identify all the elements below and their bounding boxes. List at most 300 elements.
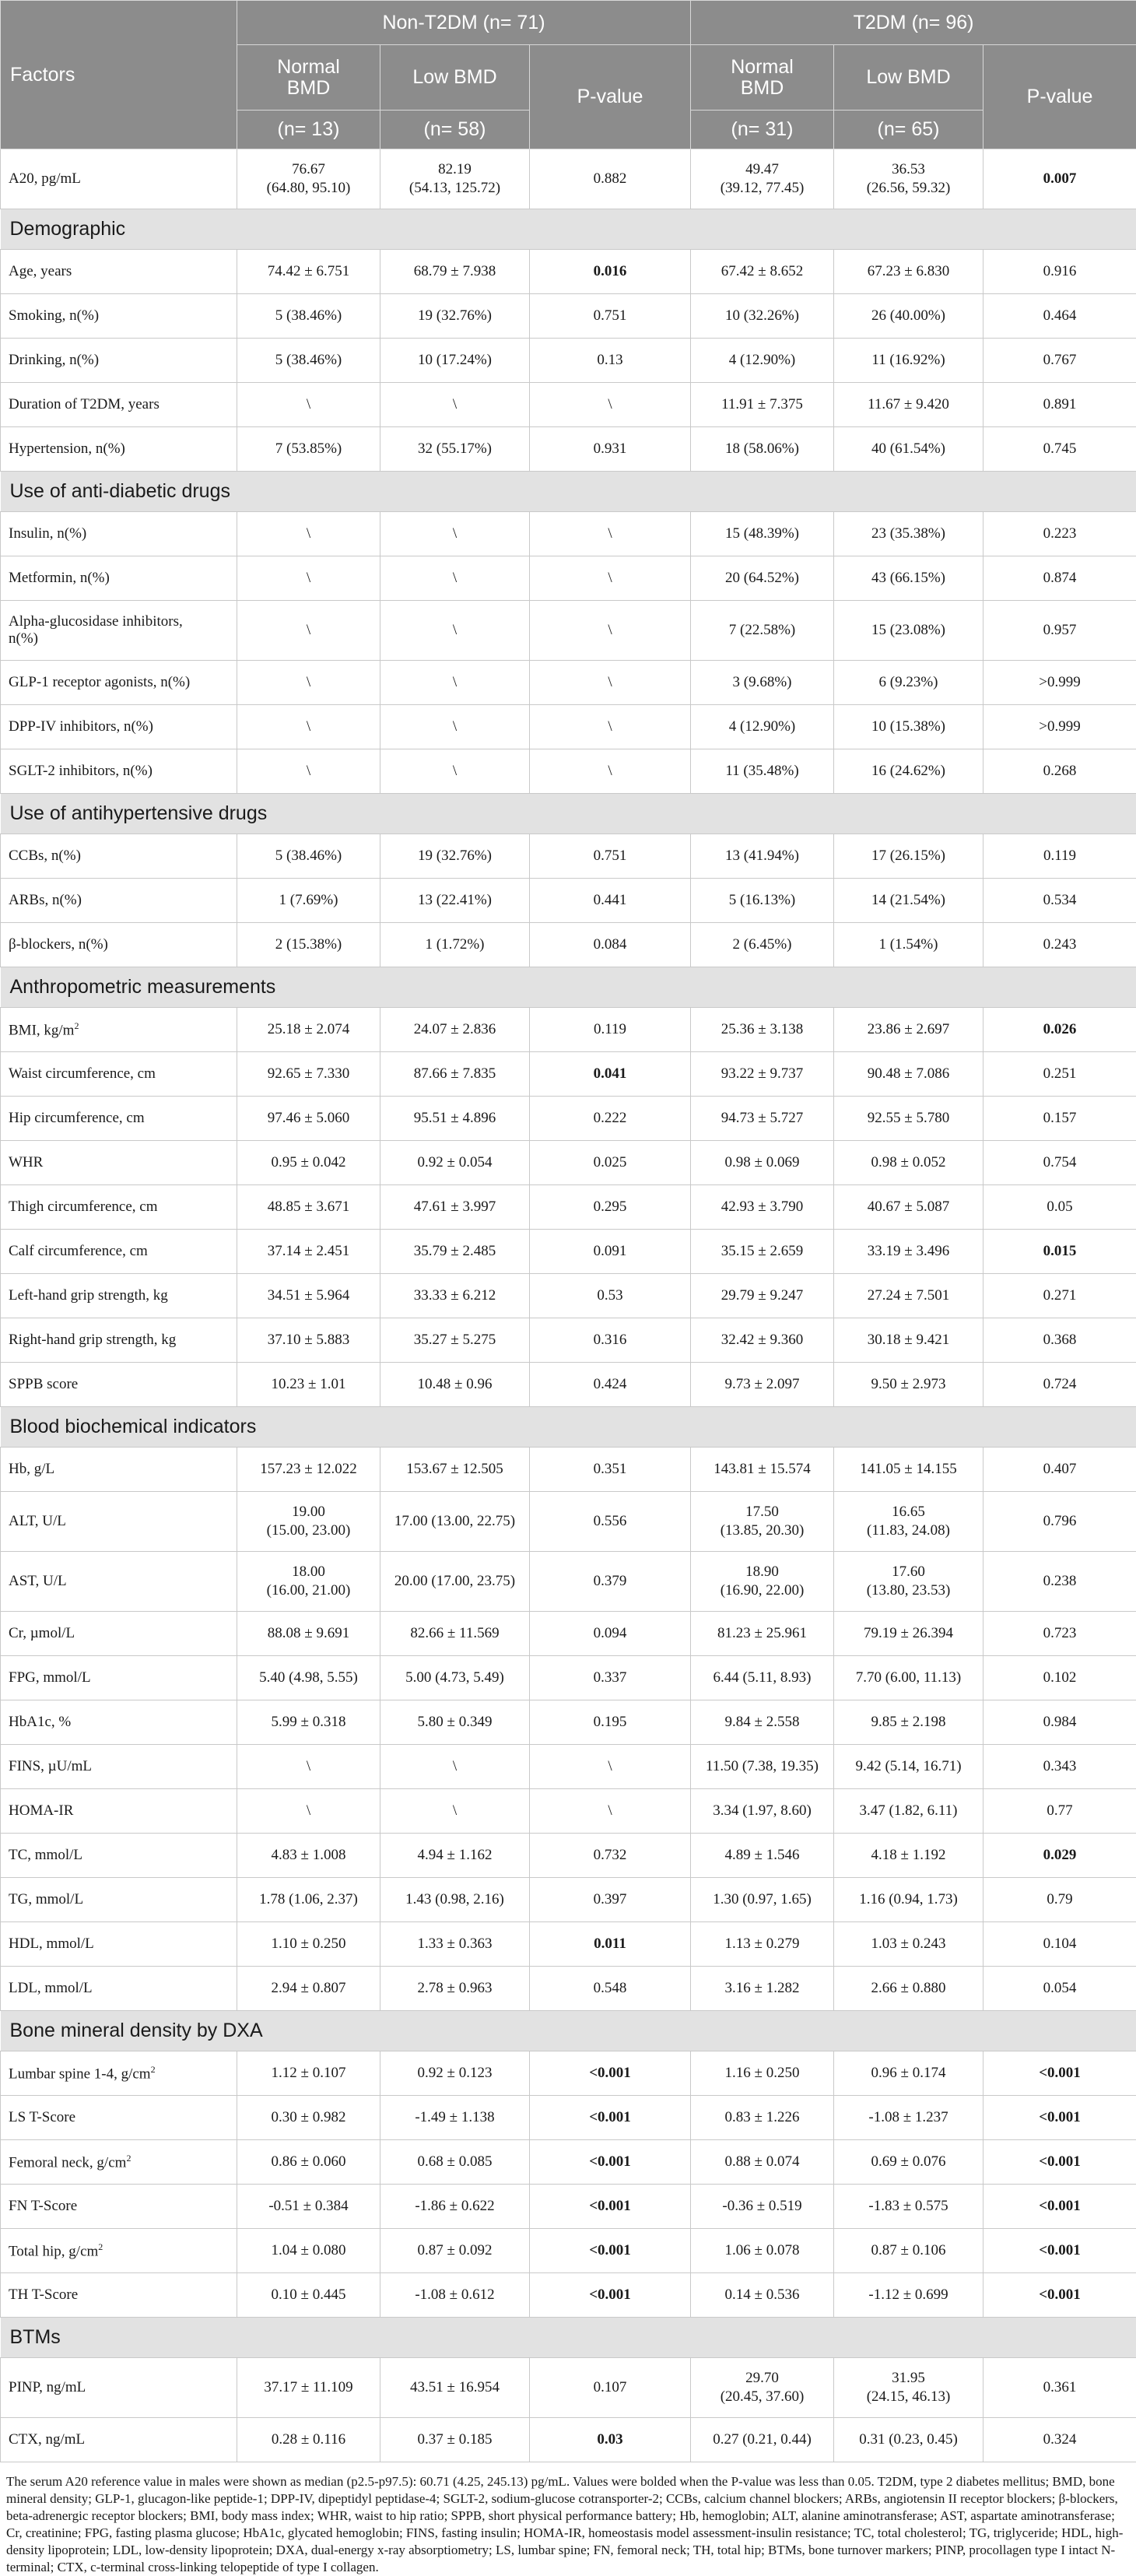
cell-text: 0.556: [594, 1513, 627, 1529]
value-cell: [691, 427, 834, 472]
p-value-cell: [530, 427, 691, 472]
cell-text: \: [608, 622, 612, 638]
p-value-cell: [530, 1656, 691, 1700]
cell-text: 95.51 ± 4.896: [414, 1110, 496, 1126]
cell-text: 0.96 ± 0.174: [871, 2065, 946, 2081]
p-value-cell: [530, 1230, 691, 1274]
cell-text: 26 (40.00%): [871, 307, 945, 324]
cell-text: 0.107: [594, 2379, 627, 2395]
cell-text: 1.30 (0.97, 1.65): [713, 1891, 812, 1907]
value-cell: [237, 1745, 380, 1789]
value-cell: [691, 2273, 834, 2318]
row-label: [1, 923, 237, 967]
p-value-cell: [983, 1834, 1136, 1878]
cell-text: 43 (66.15%): [871, 570, 945, 586]
cell-text: 5.00 (4.73, 5.49): [405, 1669, 504, 1686]
cell-text: 2.94 ± 0.807: [272, 1980, 346, 1996]
table-row: [1, 2273, 1136, 2318]
cell-text: 0.238: [1043, 1573, 1077, 1589]
cell-text: 20.00 (17.00, 23.75): [394, 1573, 515, 1589]
cell-text: \: [307, 718, 310, 735]
cell-text: 1.12 ± 0.107: [272, 2065, 346, 2081]
subcol-header: Normal BMD: [237, 45, 380, 111]
value-cell: [834, 1448, 983, 1492]
value-cell: [834, 556, 983, 601]
cell-text: \: [307, 570, 310, 586]
row-label: [1, 1052, 237, 1097]
subcol-header: Normal BMD: [691, 45, 834, 111]
cell-text: 27.24 ± 7.501: [868, 1287, 949, 1304]
row-label: [1, 1318, 237, 1363]
table-row: [1, 1097, 1136, 1141]
p-value-cell: [983, 1008, 1136, 1052]
cell-text: 0.441: [594, 892, 627, 908]
row-label-text: Hip circumference, cm: [9, 1110, 145, 1126]
cell-text: 67.42 ± 8.652: [721, 263, 803, 279]
cell-text: 4.83 ± 1.008: [272, 1847, 346, 1863]
cell-text: 88.08 ± 9.691: [268, 1625, 349, 1641]
value-cell: [237, 2140, 380, 2185]
value-cell: [691, 2185, 834, 2229]
value-cell: [691, 1097, 834, 1141]
p-value-cell: [530, 1922, 691, 1967]
value-cell: [380, 294, 530, 339]
value-cell: [691, 1274, 834, 1318]
section-header: [1, 1407, 1136, 1448]
cell-text: 17.50 (13.85, 20.30): [721, 1504, 805, 1539]
value-cell: [691, 294, 834, 339]
value-cell: [380, 2229, 530, 2273]
value-cell: [237, 1834, 380, 1878]
table-row: [1, 1363, 1136, 1407]
p-value-cell: [983, 149, 1136, 209]
p-value-cell: [983, 749, 1136, 794]
p-value-cell: [983, 250, 1136, 294]
cell-text: 9.85 ± 2.198: [871, 1714, 946, 1730]
value-cell: [691, 1230, 834, 1274]
cell-text: 9.50 ± 2.973: [871, 1376, 946, 1392]
cell-text: 37.17 ± 11.109: [264, 2379, 352, 2395]
p-value-cell: [983, 1492, 1136, 1552]
row-label: [1, 149, 237, 209]
value-cell: [380, 2096, 530, 2140]
cell-text: 18 (58.06%): [725, 440, 799, 457]
section-title: Blood biochemical indicators: [1, 1407, 1136, 1448]
row-label: [1, 1274, 237, 1318]
row-label: [1, 2096, 237, 2140]
value-cell: [691, 2229, 834, 2273]
value-cell: [237, 1274, 380, 1318]
value-cell: [834, 1700, 983, 1745]
value-cell: [691, 1656, 834, 1700]
value-cell: [380, 1097, 530, 1141]
row-label-text: TC, mmol/L: [9, 1847, 82, 1863]
cell-text: 0.268: [1043, 763, 1077, 779]
row-label: [1, 2140, 237, 2185]
value-cell: [380, 879, 530, 923]
row-label-text: Drinking, n(%): [9, 352, 99, 368]
section-header: [1, 209, 1136, 250]
cell-text: 1.16 (0.94, 1.73): [859, 1891, 958, 1907]
cell-text: 0.243: [1043, 936, 1077, 953]
value-cell: [380, 1552, 530, 1612]
p-value-cell: [530, 1612, 691, 1656]
value-cell: [380, 383, 530, 427]
p-value-cell: [530, 1789, 691, 1834]
cell-text: 9.84 ± 2.558: [725, 1714, 800, 1730]
cell-text: 74.42 ± 6.751: [268, 263, 349, 279]
value-cell: [691, 834, 834, 879]
value-cell: [691, 661, 834, 705]
cell-text: 0.011: [594, 1936, 626, 1952]
value-cell: [237, 2273, 380, 2318]
p-value-cell: [530, 2140, 691, 2185]
table-row: [1, 1052, 1136, 1097]
p-value-cell: [983, 1274, 1136, 1318]
table-row: [1, 2358, 1136, 2418]
cell-text: 0.984: [1043, 1714, 1077, 1730]
cell-text: 0.223: [1043, 525, 1077, 542]
table-body: [1, 149, 1136, 2462]
cell-text: 0.98 ± 0.052: [871, 1154, 946, 1170]
cell-text: 0.92 ± 0.054: [418, 1154, 493, 1170]
cell-text: 0.054: [1043, 1980, 1077, 1996]
cell-text: 35.27 ± 5.275: [414, 1332, 496, 1348]
cell-text: <0.001: [589, 2109, 631, 2125]
cell-text: 6 (9.23%): [879, 674, 938, 690]
p-value-cell: [983, 512, 1136, 556]
cell-text: 19 (32.76%): [418, 307, 492, 324]
p-value-cell: [983, 1052, 1136, 1097]
cell-text: 5 (16.13%): [729, 892, 795, 908]
cell-text: 9.42 (5.14, 16.71): [855, 1758, 961, 1774]
table-row: [1, 661, 1136, 705]
row-label-text: ARBs, n(%): [9, 892, 82, 908]
p-value-cell: [530, 1052, 691, 1097]
value-cell: [834, 2418, 983, 2462]
value-cell: [691, 1612, 834, 1656]
value-cell: [834, 2358, 983, 2418]
value-cell: [380, 1967, 530, 2011]
p-value-cell: [530, 1274, 691, 1318]
table-row: [1, 705, 1136, 749]
row-label-text: A20, pg/mL: [9, 170, 81, 187]
cell-text: 1 (7.69%): [279, 892, 338, 908]
table-row: [1, 923, 1136, 967]
row-label: [1, 427, 237, 472]
cell-text: 0.041: [594, 1065, 627, 1082]
row-label-text: Duration of T2DM, years: [9, 396, 160, 412]
row-label: [1, 601, 237, 661]
p-value-cell: [530, 1097, 691, 1141]
cell-text: 5 (38.46%): [275, 848, 342, 864]
cell-text: 93.22 ± 9.737: [721, 1065, 803, 1082]
cell-text: 0.295: [594, 1199, 627, 1215]
p-value-cell: [983, 1922, 1136, 1967]
p-value-cell: [530, 339, 691, 383]
table-row: [1, 1008, 1136, 1052]
row-label: [1, 1789, 237, 1834]
cell-text: 24.07 ± 2.836: [414, 1021, 496, 1037]
p-value-cell: [983, 601, 1136, 661]
cell-text: 0.424: [594, 1376, 627, 1392]
row-label-text: DPP-IV inhibitors, n(%): [9, 718, 153, 735]
value-cell: [237, 149, 380, 209]
p-value-cell: [983, 2140, 1136, 2185]
cell-text: \: [307, 674, 310, 690]
table-row: [1, 2229, 1136, 2273]
cell-text: 17 (26.15%): [871, 848, 945, 864]
cell-text: 25.18 ± 2.074: [268, 1021, 349, 1037]
cell-text: \: [608, 763, 612, 779]
cell-text: 33.33 ± 6.212: [414, 1287, 496, 1304]
value-cell: [691, 512, 834, 556]
table-row: [1, 1656, 1136, 1700]
cell-text: 0.102: [1043, 1669, 1077, 1686]
value-cell: [691, 1834, 834, 1878]
cell-text: 0.016: [594, 263, 627, 279]
p-value-cell: [983, 1141, 1136, 1185]
value-cell: [380, 1922, 530, 1967]
cell-text: -1.12 ± 0.699: [868, 2286, 948, 2303]
cell-text: \: [307, 1802, 310, 1819]
cell-text: 29.70 (20.45, 37.60): [721, 2370, 805, 2405]
cell-text: <0.001: [1039, 2153, 1081, 2170]
section-header: [1, 472, 1136, 512]
p-value-cell: [530, 1878, 691, 1922]
table-row: [1, 1448, 1136, 1492]
value-cell: [691, 1052, 834, 1097]
value-cell: [691, 250, 834, 294]
cell-text: 87.66 ± 7.835: [414, 1065, 496, 1082]
cell-text: 7.70 (6.00, 11.13): [856, 1669, 961, 1686]
value-cell: [380, 1789, 530, 1834]
table-row: [1, 601, 1136, 661]
value-cell: [237, 2358, 380, 2418]
row-label: [1, 1745, 237, 1789]
cell-text: 0.084: [594, 936, 627, 953]
value-cell: [834, 1834, 983, 1878]
value-cell: [380, 427, 530, 472]
table-row: [1, 250, 1136, 294]
value-cell: [691, 383, 834, 427]
table-row: [1, 1230, 1136, 1274]
row-label: [1, 1097, 237, 1141]
cell-text: 19 (32.76%): [418, 848, 492, 864]
cell-text: 15 (23.08%): [871, 622, 945, 638]
cell-text: 82.66 ± 11.569: [410, 1625, 499, 1641]
table-row: [1, 427, 1136, 472]
section-title: Use of anti-diabetic drugs: [1, 472, 1136, 512]
cell-text: 1.78 (1.06, 2.37): [259, 1891, 358, 1907]
value-cell: [691, 1318, 834, 1363]
cell-text: 1.06 ± 0.078: [725, 2242, 800, 2258]
cell-text: 0.53: [597, 1287, 622, 1304]
cell-text: 17.60 (13.80, 23.53): [867, 1563, 951, 1599]
count-header: (n= 31): [691, 111, 834, 149]
cell-text: \: [453, 396, 457, 412]
p-value-cell: [983, 1185, 1136, 1230]
value-cell: [237, 1612, 380, 1656]
cell-text: 0.86 ± 0.060: [272, 2153, 346, 2170]
value-cell: [237, 1097, 380, 1141]
row-label: [1, 834, 237, 879]
cell-text: 0.361: [1043, 2379, 1077, 2395]
cell-text: 11.50 (7.38, 19.35): [706, 1758, 819, 1774]
cell-text: 18.00 (16.00, 21.00): [267, 1563, 351, 1599]
cell-text: 11.91 ± 7.375: [721, 396, 803, 412]
table-row: [1, 1274, 1136, 1318]
cell-text: 0.379: [594, 1573, 627, 1589]
cell-text: 5 (38.46%): [275, 352, 342, 368]
value-cell: [237, 1922, 380, 1967]
cell-text: 20 (64.52%): [725, 570, 799, 586]
table-row: [1, 512, 1136, 556]
row-label-text: FN T-Score: [9, 2198, 77, 2214]
value-cell: [237, 1700, 380, 1745]
value-cell: [691, 149, 834, 209]
cell-text: 1.43 (0.98, 2.16): [405, 1891, 504, 1907]
value-cell: [834, 1008, 983, 1052]
row-label-text: Insulin, n(%): [9, 525, 86, 542]
cell-text: 0.157: [1043, 1110, 1077, 1126]
value-cell: [237, 1141, 380, 1185]
row-label: [1, 2051, 237, 2096]
value-cell: [380, 1185, 530, 1230]
cell-text: 143.81 ± 15.574: [714, 1461, 810, 1477]
value-cell: [691, 2358, 834, 2418]
cell-text: 30.18 ± 9.421: [868, 1332, 949, 1348]
row-label: [1, 705, 237, 749]
cell-text: 5.40 (4.98, 5.55): [259, 1669, 358, 1686]
row-label-text: Smoking, n(%): [9, 307, 99, 324]
cell-text: 7 (53.85%): [275, 440, 342, 457]
cell-text: <0.001: [1039, 2065, 1081, 2081]
cell-text: \: [307, 622, 310, 638]
row-label-text: Metformin, n(%): [9, 570, 110, 586]
cell-text: \: [453, 1802, 457, 1819]
table-row: [1, 339, 1136, 383]
cell-text: 10.48 ± 0.96: [418, 1376, 493, 1392]
cell-text: 0.796: [1043, 1513, 1077, 1529]
p-value-cell: [530, 1967, 691, 2011]
cell-text: 0.754: [1043, 1154, 1077, 1170]
value-cell: [834, 1612, 983, 1656]
row-label-text: FPG, mmol/L: [9, 1669, 91, 1686]
p-value-cell: [983, 1097, 1136, 1141]
value-cell: [834, 1922, 983, 1967]
row-label-text: TH T-Score: [9, 2286, 78, 2303]
cell-text: \: [608, 674, 612, 690]
table-row: [1, 1745, 1136, 1789]
p-value-cell: [530, 1318, 691, 1363]
row-label: [1, 2358, 237, 2418]
cell-text: \: [453, 1758, 457, 1774]
cell-text: <0.001: [589, 2065, 631, 2081]
p-value-cell: [983, 1656, 1136, 1700]
value-cell: [834, 1878, 983, 1922]
value-cell: [380, 2358, 530, 2418]
table-row: [1, 1967, 1136, 2011]
value-cell: [380, 1612, 530, 1656]
cell-text: 4 (12.90%): [729, 352, 795, 368]
table-row: [1, 149, 1136, 209]
cell-text: 0.407: [1043, 1461, 1077, 1477]
cell-text: 82.19 (54.13, 125.72): [409, 161, 500, 196]
value-cell: [691, 923, 834, 967]
cell-text: 0.77: [1047, 1802, 1072, 1819]
cell-text: 0.30 ± 0.982: [272, 2109, 346, 2125]
count-header: (n= 65): [834, 111, 983, 149]
table-row: [1, 2096, 1136, 2140]
cell-text: 18.90 (16.90, 22.00): [721, 1563, 805, 1599]
cell-text: 47.61 ± 3.997: [414, 1199, 496, 1215]
cell-text: 153.67 ± 12.505: [406, 1461, 503, 1477]
pvalue-header: P-value: [983, 45, 1136, 149]
cell-text: 141.05 ± 14.155: [860, 1461, 956, 1477]
cell-text: 0.119: [1043, 848, 1076, 864]
value-cell: [237, 1052, 380, 1097]
cell-text: \: [307, 396, 310, 412]
value-cell: [237, 705, 380, 749]
table-row: [1, 1318, 1136, 1363]
value-cell: [691, 1789, 834, 1834]
cell-text: 0.464: [1043, 307, 1077, 324]
cell-text: 9.73 ± 2.097: [725, 1376, 800, 1392]
row-label: [1, 1008, 237, 1052]
p-value-cell: [983, 1230, 1136, 1274]
cell-text: 5.99 ± 0.318: [272, 1714, 346, 1730]
cell-text: 0.732: [594, 1847, 627, 1863]
cell-text: -1.83 ± 0.575: [868, 2198, 948, 2214]
row-label: [1, 1230, 237, 1274]
unit-superscript: 2: [98, 2241, 103, 2252]
cell-text: 0.874: [1043, 570, 1077, 586]
cell-text: 0.98 ± 0.069: [725, 1154, 800, 1170]
cell-text: 0.316: [594, 1332, 627, 1348]
p-value-cell: [983, 879, 1136, 923]
row-label: [1, 1878, 237, 1922]
row-label-text: TG, mmol/L: [9, 1891, 83, 1907]
cell-text: 0.015: [1043, 1243, 1077, 1259]
subcol-header: Low BMD: [834, 45, 983, 111]
table-row: [1, 1922, 1136, 1967]
cell-text: 2.78 ± 0.963: [418, 1980, 493, 1996]
row-label: [1, 1552, 237, 1612]
cell-text: 37.14 ± 2.451: [268, 1243, 349, 1259]
cell-text: 0.026: [1043, 1021, 1077, 1037]
value-cell: [380, 1656, 530, 1700]
cell-text: \: [453, 718, 457, 735]
section-title: Use of antihypertensive drugs: [1, 794, 1136, 834]
cell-text: <0.001: [1039, 2242, 1081, 2258]
cell-text: 0.83 ± 1.226: [725, 2109, 800, 2125]
group-header-non-t2dm: Non-T2DM (n= 71): [237, 1, 691, 45]
cell-text: 31.95 (24.15, 46.13): [867, 2370, 951, 2405]
row-label-text: AST, U/L: [9, 1573, 67, 1589]
cell-text: 15 (48.39%): [725, 525, 799, 542]
cell-text: 0.931: [594, 440, 627, 457]
value-cell: [380, 923, 530, 967]
value-cell: [237, 1230, 380, 1274]
row-label: [1, 879, 237, 923]
table-row: [1, 383, 1136, 427]
section-title: Anthropometric measurements: [1, 967, 1136, 1008]
cell-text: 5.80 ± 0.349: [418, 1714, 493, 1730]
p-value-cell: [530, 1008, 691, 1052]
p-value-cell: [983, 1363, 1136, 1407]
cell-text: 0.104: [1043, 1936, 1077, 1952]
